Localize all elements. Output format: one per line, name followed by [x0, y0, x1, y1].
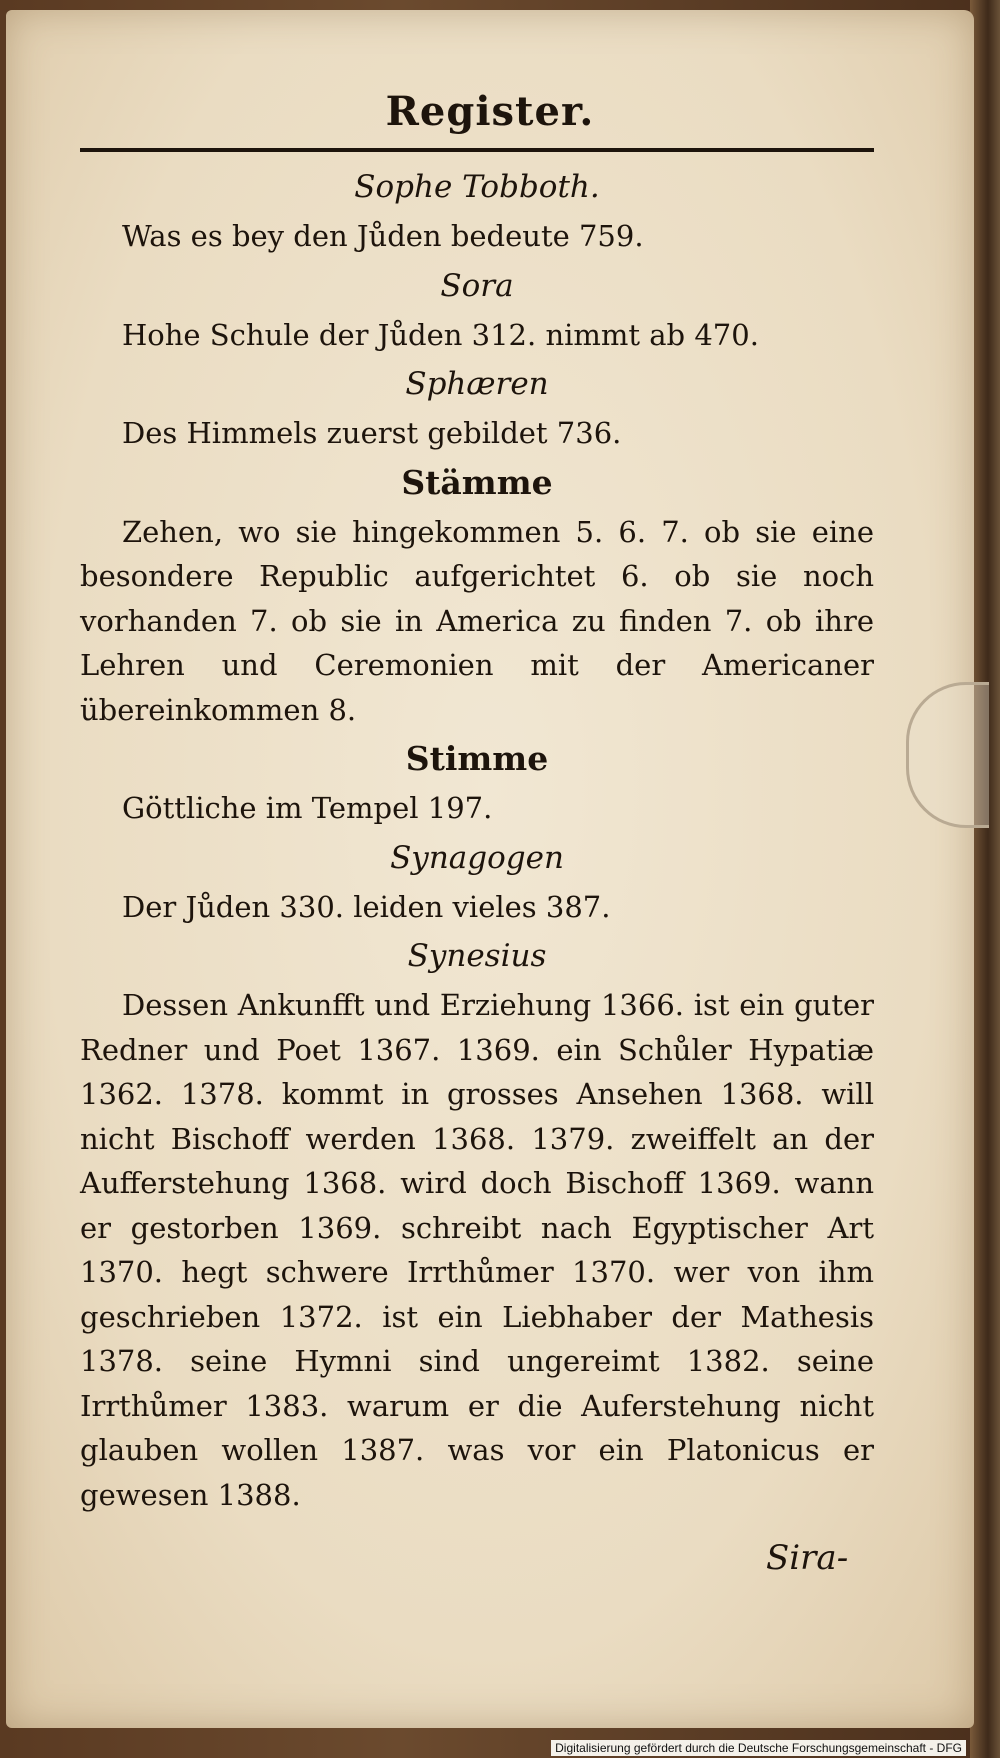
catchword: Sira-	[766, 1538, 849, 1578]
entry-lemma: Sphæren	[405, 366, 549, 402]
entry-text: Des Himmels zuerst gebildet 736.	[122, 416, 622, 450]
book-page	[6, 10, 974, 1728]
register-entry	[80, 160, 874, 259]
fore-edge-tab	[906, 682, 989, 828]
register-entry	[80, 456, 874, 733]
register-entry	[80, 831, 874, 930]
register-entry	[80, 732, 874, 831]
entry-text: Dessen Ankunfft und Erziehung 1366. ist ein guter Redner und Poet 1367. 1369. ein Schůler Hypatiæ 1362. 1378. kommt in grosses Ansehen 1368. will nicht Bischoff werden 1368. 1379. zweiffelt an der Aufferstehung 1368. wird doch Bischoff 1369. wann er gestorben 1369. schreibt nach Egyptischer Art 1370. hegt schwere Irrthůmer 1370. wer von ihm geschrieben 1372. ist ein Liebhaber der Mathesis 1378. seine Hymni sind ungereimt 1382. seine Irrthůmer 1383. warum er die Auferstehung nicht glauben wollen 1387. was vor ein Platonicus er gewesen 1388.	[80, 988, 874, 1512]
digitization-credit: Digitalisierung gefördert durch die Deutsche Forschungsgemeinschaft - DFG	[551, 1740, 966, 1756]
entry-lemma: Synesius	[407, 938, 547, 974]
entry-lemma: Stimme	[405, 739, 549, 778]
register-entry	[80, 259, 874, 358]
register-entry	[80, 929, 874, 1517]
entry-text: Was es bey den Jůden bedeute 759.	[122, 219, 644, 253]
entry-text: Göttliche im Tempel 197.	[122, 791, 493, 825]
entry-text: Hohe Schule der Jůden 312. nimmt ab 470.	[122, 317, 759, 352]
entry-text: Der Jůden 330. leiden vieles 387.	[122, 889, 611, 924]
header-rule	[80, 148, 874, 152]
entry-lemma: Stämme	[401, 462, 553, 502]
book-edge	[970, 0, 1000, 1758]
register-entries	[80, 160, 874, 1517]
entry-text: Zehen, wo sie hingekommen 5. 6. 7. ob sie eine besondere Republic aufgerichtet 6. ob sie noch vorhanden 7. ob sie in America zu finden 7. ob ihre Lehren und Ceremonien mit der Americaner übereinkommen 8.	[80, 514, 874, 727]
register-entry	[80, 357, 874, 456]
entry-lemma: Sophe Tobboth.	[354, 169, 600, 205]
entry-lemma: Sora	[440, 267, 514, 304]
entry-lemma: Synagogen	[390, 839, 564, 876]
page-title: Register.	[385, 88, 595, 135]
